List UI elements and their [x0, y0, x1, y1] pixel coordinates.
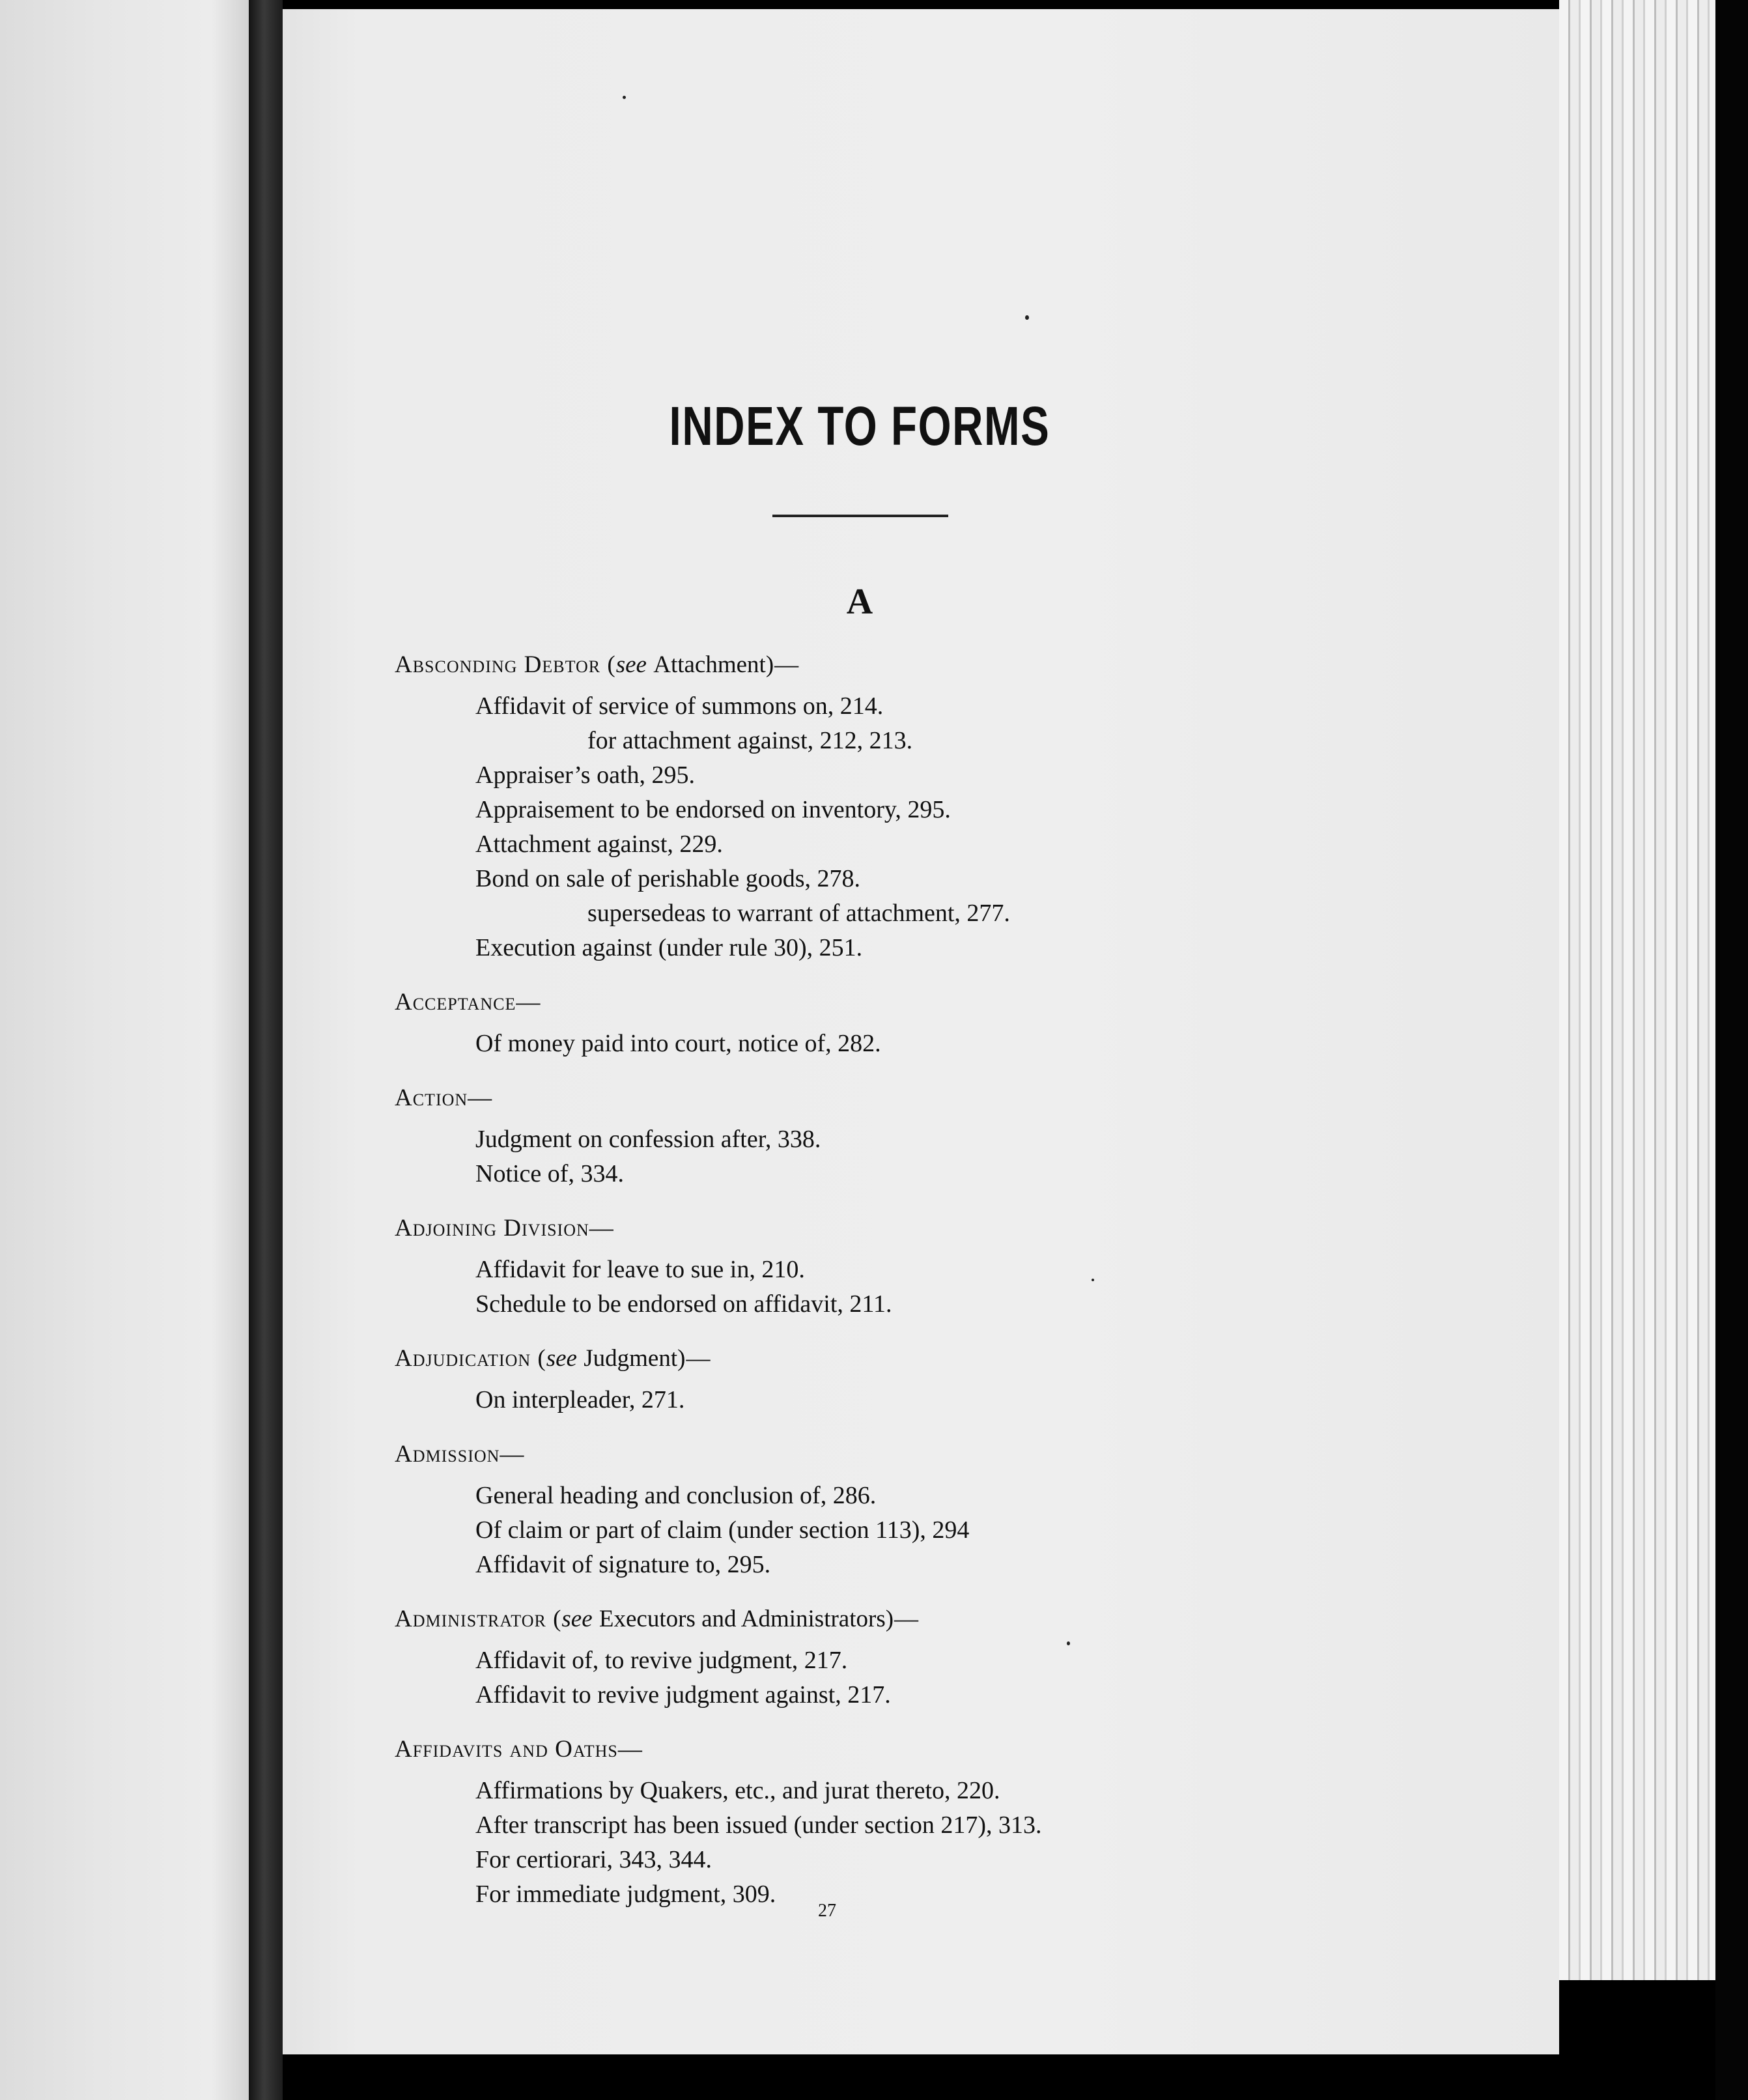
entry-heading: Admission—	[395, 1441, 525, 1468]
index-subentry: Schedule to be endorsed on affidavit, 211.	[475, 1290, 892, 1318]
index-subentry: Appraisement to be endorsed on inventory, 295.	[475, 796, 951, 823]
entry-heading: Absconding Debtor (see Attachment)—	[395, 651, 800, 678]
background-edge	[1715, 0, 1748, 2100]
index-entries	[395, 645, 1554, 1929]
entry-heading-text: Admission	[395, 1441, 500, 1468]
see-word: see	[615, 651, 647, 678]
index-subentry: Appraiser’s oath, 295.	[475, 761, 696, 789]
index-entry	[395, 1599, 1554, 1712]
entry-heading-text: Affidavits and Oaths	[395, 1736, 618, 1763]
entry-heading: Action—	[395, 1085, 493, 1111]
page-title: INDEX TO FORMS	[669, 395, 1050, 457]
index-subentry: Affidavit of service of summons on, 214.	[475, 692, 884, 720]
entry-heading: Affidavits and Oaths—	[395, 1736, 643, 1763]
entry-heading-text: Acceptance	[395, 989, 516, 1015]
index-subentry: for attachment against, 212, 213.	[587, 727, 913, 754]
index-subentry: Judgment on confession after, 338.	[475, 1126, 821, 1153]
see-target: Judgment	[584, 1345, 678, 1372]
entry-heading: Administrator (see Executors and Administrators)—	[395, 1606, 920, 1632]
index-entry	[395, 982, 1554, 1061]
index-subentry: Affirmations by Quakers, etc., and jurat thereto, 220.	[475, 1777, 1000, 1804]
entry-heading-text: Absconding Debtor	[395, 651, 601, 678]
ink-speck	[1092, 1279, 1094, 1281]
index-subentry: supersedeas to warrant of attachment, 277.	[587, 900, 1010, 927]
index-subentry: Affidavit of, to revive judgment, 217.	[475, 1647, 848, 1674]
index-entry	[395, 1434, 1554, 1582]
background-corner	[1559, 1980, 1715, 2100]
page-stack-edge	[1559, 0, 1715, 1980]
see-target: Executors and Administrators	[599, 1606, 886, 1632]
index-entry	[395, 1729, 1554, 1912]
page-number: 27	[818, 1901, 836, 1921]
index-subentry: Of money paid into court, notice of, 282.	[475, 1030, 881, 1057]
index-subentry: Execution against (under rule 30), 251.	[475, 934, 863, 961]
entry-heading: Acceptance—	[395, 989, 541, 1015]
index-subentry: On interpleader, 271.	[475, 1386, 685, 1413]
index-entry	[395, 1078, 1554, 1191]
entry-heading: Adjoining Division—	[395, 1215, 614, 1242]
index-entry	[395, 645, 1554, 965]
ink-speck	[623, 96, 626, 99]
ink-speck	[1067, 1641, 1070, 1645]
index-subentry: For certiorari, 343, 344.	[475, 1846, 712, 1873]
index-subentry: For immediate judgment, 309.	[475, 1880, 776, 1908]
index-entry	[395, 1339, 1554, 1417]
index-subentry: Bond on sale of perishable goods, 278.	[475, 865, 861, 892]
title-rule	[772, 515, 948, 517]
index-subentry: After transcript has been issued (under section 217), 313.	[475, 1811, 1042, 1839]
ink-speck	[1025, 315, 1029, 320]
see-word: see	[561, 1606, 593, 1632]
entry-heading-text: Action	[395, 1085, 468, 1111]
entry-heading-text: Administrator	[395, 1606, 546, 1632]
entry-heading: Adjudication (see Judgment)—	[395, 1345, 711, 1372]
see-target: Attachment	[653, 651, 766, 678]
index-subentry: Affidavit to revive judgment against, 217.	[475, 1681, 891, 1709]
entry-heading-text: Adjudication	[395, 1345, 531, 1372]
index-subentry: General heading and conclusion of, 286.	[475, 1482, 877, 1509]
index-subentry: Attachment against, 229.	[475, 830, 723, 858]
entry-heading-text: Adjoining Division	[395, 1215, 589, 1242]
index-entry	[395, 1208, 1554, 1322]
see-word: see	[546, 1345, 577, 1372]
index-subentry: Of claim or part of claim (under section 113), 294	[475, 1516, 970, 1544]
index-subentry: Affidavit of signature to, 295.	[475, 1551, 771, 1578]
book-gutter	[249, 0, 283, 2100]
index-subentry: Notice of, 334.	[475, 1160, 624, 1187]
index-subentry: Affidavit for leave to sue in, 210.	[475, 1256, 805, 1283]
section-letter: A	[846, 582, 873, 622]
previous-page-edge	[0, 0, 249, 2100]
